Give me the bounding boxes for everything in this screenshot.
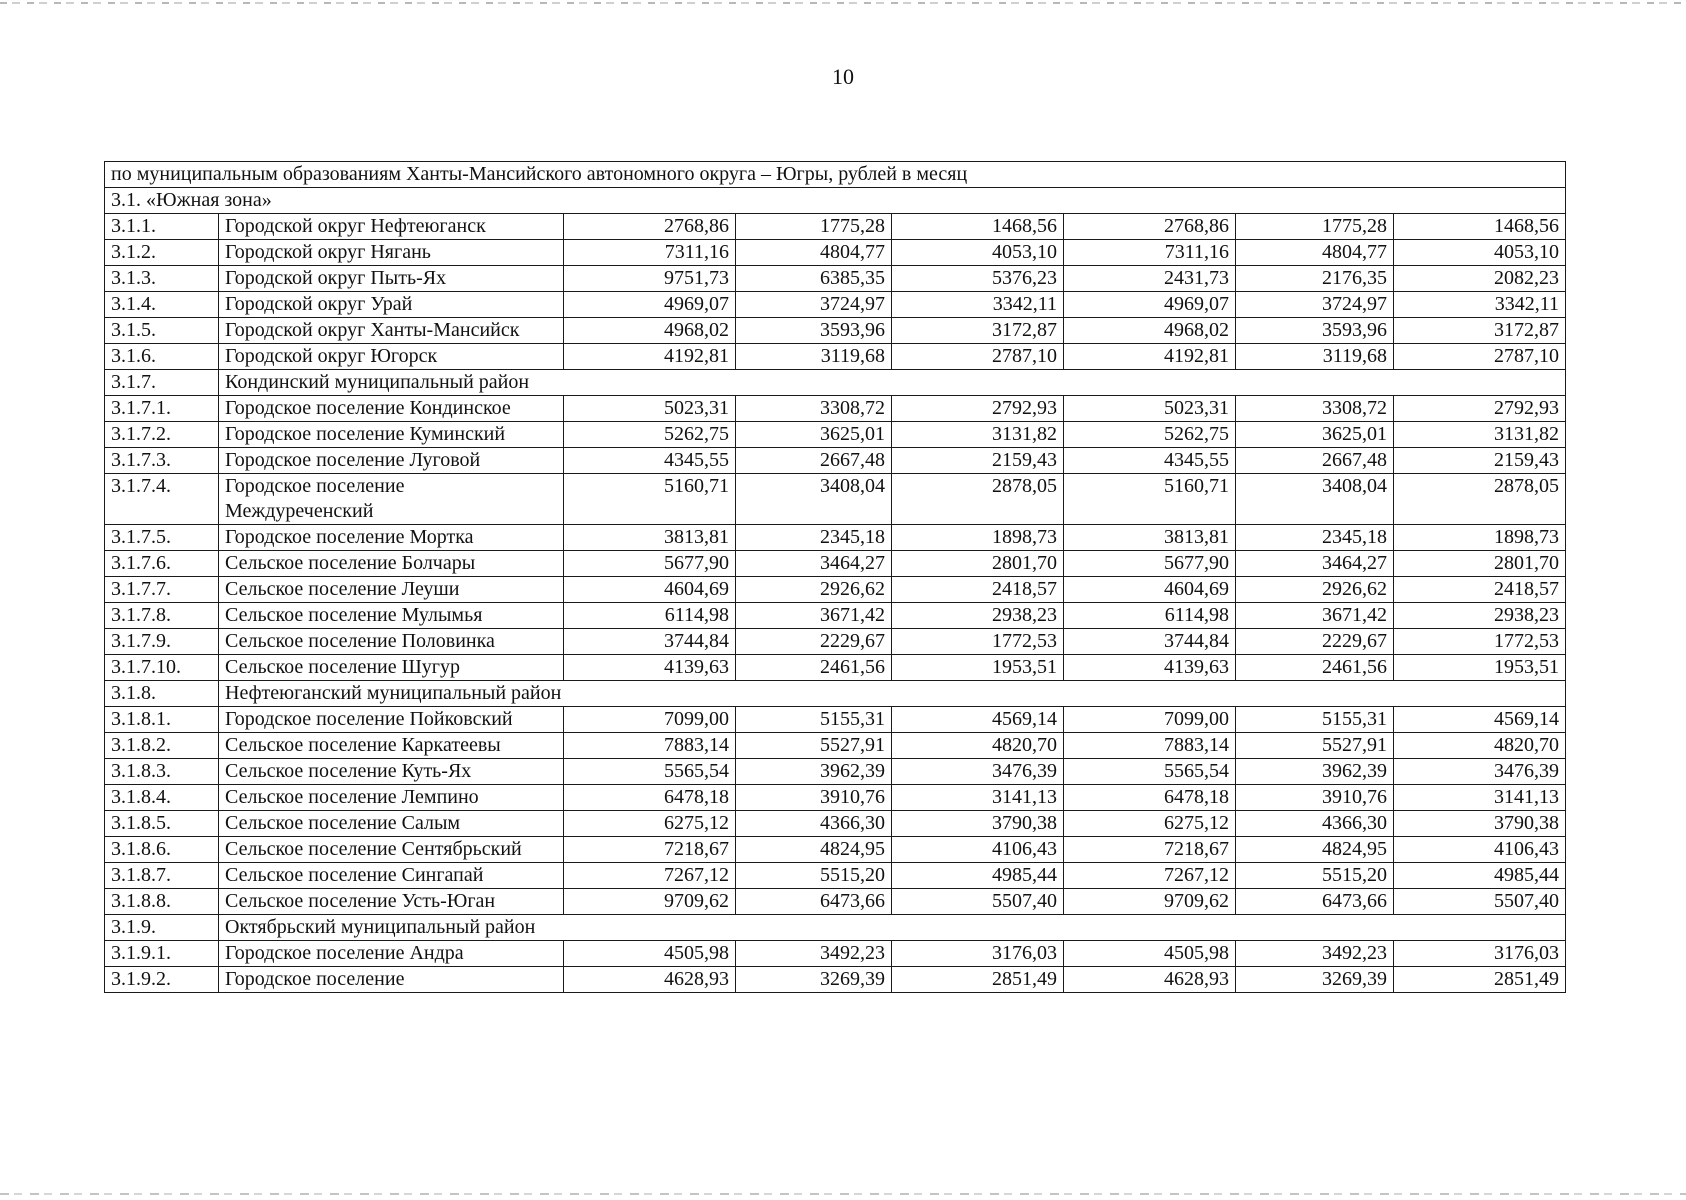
group-name: Кондинский муниципальный район [219,370,1566,396]
table-row [105,863,1566,889]
row-name: Городской округ Нефтеюганск [219,214,564,240]
table-row [105,889,1566,915]
value-cell: 6275,12 [1064,811,1236,837]
value-cell: 1953,51 [892,655,1064,681]
table-row [105,318,1566,344]
group-name: Октябрьский муниципальный район [219,915,1566,941]
table-row [105,396,1566,422]
value-cell: 6385,35 [736,266,892,292]
value-cell: 5376,23 [892,266,1064,292]
value-cell: 7883,14 [564,733,736,759]
value-cell: 1898,73 [892,525,1064,551]
value-cell: 3492,23 [1236,941,1394,967]
table-row [105,474,1566,525]
value-cell: 2938,23 [1394,603,1566,629]
row-code: 3.1.7.5. [105,525,219,551]
value-cell: 4968,02 [1064,318,1236,344]
value-cell: 3910,76 [736,785,892,811]
row-name: Сельское поселение Сингапай [219,863,564,889]
value-cell: 5160,71 [1064,474,1236,525]
value-cell: 3464,27 [1236,551,1394,577]
table-row [105,629,1566,655]
value-cell: 5507,40 [892,889,1064,915]
value-cell: 3910,76 [1236,785,1394,811]
value-cell: 3308,72 [736,396,892,422]
table-row [105,344,1566,370]
group-name: Нефтеюганский муниципальный район [219,681,1566,707]
row-code: 3.1.8.1. [105,707,219,733]
value-cell: 4345,55 [1064,448,1236,474]
group-row [105,370,1566,396]
table-caption: по муниципальным образованиям Ханты-Мансийского автономного округа – Югры, рублей в месяц [105,162,1566,188]
value-cell: 6114,98 [1064,603,1236,629]
value-cell: 4824,95 [736,837,892,863]
row-name: Сельское поселение Салым [219,811,564,837]
value-cell: 2667,48 [736,448,892,474]
value-cell: 9709,62 [1064,889,1236,915]
row-name: Городской округ Пыть-Ях [219,266,564,292]
value-cell: 3724,97 [736,292,892,318]
value-cell: 3476,39 [1394,759,1566,785]
row-code: 3.1.2. [105,240,219,266]
value-cell: 6473,66 [1236,889,1394,915]
value-cell: 4505,98 [1064,941,1236,967]
zone-row [105,188,1566,214]
value-cell: 9709,62 [564,889,736,915]
value-cell: 7311,16 [564,240,736,266]
row-code: 3.1.6. [105,344,219,370]
row-code: 3.1.8.6. [105,837,219,863]
row-name: Сельское поселение Половинка [219,629,564,655]
value-cell: 6478,18 [564,785,736,811]
value-cell: 5515,20 [736,863,892,889]
value-cell: 2345,18 [736,525,892,551]
value-cell: 4139,63 [564,655,736,681]
row-code: 3.1.7. [105,370,219,396]
value-cell: 2801,70 [1394,551,1566,577]
value-cell: 3408,04 [1236,474,1394,525]
table-row [105,292,1566,318]
table-row [105,655,1566,681]
value-cell: 2461,56 [1236,655,1394,681]
value-cell: 4569,14 [1394,707,1566,733]
row-name: Городское поселение Куминский [219,422,564,448]
table-row [105,240,1566,266]
value-cell: 2878,05 [892,474,1064,525]
value-cell: 4192,81 [1064,344,1236,370]
value-cell: 3744,84 [1064,629,1236,655]
value-cell: 3744,84 [564,629,736,655]
value-cell: 4604,69 [1064,577,1236,603]
table-row [105,707,1566,733]
row-code: 3.1.7.4. [105,474,219,525]
value-cell: 4820,70 [1394,733,1566,759]
value-cell: 3176,03 [1394,941,1566,967]
value-cell: 4106,43 [892,837,1064,863]
value-cell: 2851,49 [1394,967,1566,993]
value-cell: 7311,16 [1064,240,1236,266]
table-row [105,733,1566,759]
value-cell: 2176,35 [1236,266,1394,292]
value-cell: 2792,93 [892,396,1064,422]
table-row [105,941,1566,967]
value-cell: 5160,71 [564,474,736,525]
row-code: 3.1.8.3. [105,759,219,785]
table-row [105,967,1566,993]
row-name: Сельское поселение Каркатеевы [219,733,564,759]
value-cell: 7218,67 [564,837,736,863]
value-cell: 3131,82 [892,422,1064,448]
value-cell: 4053,10 [1394,240,1566,266]
value-cell: 3962,39 [736,759,892,785]
row-code: 3.1.8. [105,681,219,707]
table-row [105,759,1566,785]
table-row [105,525,1566,551]
row-code: 3.1.7.6. [105,551,219,577]
value-cell: 4628,93 [1064,967,1236,993]
row-code: 3.1.7.10. [105,655,219,681]
value-cell: 1468,56 [892,214,1064,240]
value-cell: 2082,23 [1394,266,1566,292]
value-cell: 4985,44 [892,863,1064,889]
value-cell: 2938,23 [892,603,1064,629]
value-cell: 4345,55 [564,448,736,474]
value-cell: 3625,01 [1236,422,1394,448]
value-cell: 2345,18 [1236,525,1394,551]
value-cell: 3492,23 [736,941,892,967]
row-name: Сельское поселение Болчары [219,551,564,577]
row-code: 3.1.7.9. [105,629,219,655]
row-code: 3.1.8.8. [105,889,219,915]
row-name: Сельское поселение Мулымья [219,603,564,629]
value-cell: 4569,14 [892,707,1064,733]
row-name: Городское поселение Междуреченский [219,474,564,525]
value-cell: 2878,05 [1394,474,1566,525]
row-code: 3.1.7.3. [105,448,219,474]
value-cell: 7267,12 [1064,863,1236,889]
value-cell: 5507,40 [1394,889,1566,915]
row-name: Городской округ Югорск [219,344,564,370]
value-cell: 1772,53 [1394,629,1566,655]
row-name: Сельское поселение Сентябрьский [219,837,564,863]
value-cell: 2461,56 [736,655,892,681]
value-cell: 2431,73 [1064,266,1236,292]
page-number: 10 [832,64,854,89]
value-cell: 7099,00 [564,707,736,733]
value-cell: 1775,28 [1236,214,1394,240]
table-row [105,837,1566,863]
value-cell: 4628,93 [564,967,736,993]
row-code: 3.1.8.4. [105,785,219,811]
value-cell: 2851,49 [892,967,1064,993]
value-cell: 5565,54 [564,759,736,785]
value-cell: 3119,68 [736,344,892,370]
row-name: Городской округ Нягань [219,240,564,266]
value-cell: 5677,90 [564,551,736,577]
value-cell: 2926,62 [736,577,892,603]
table-body [105,162,1566,993]
value-cell: 2768,86 [564,214,736,240]
value-cell: 3342,11 [1394,292,1566,318]
value-cell: 9751,73 [564,266,736,292]
value-cell: 3119,68 [1236,344,1394,370]
row-name: Городское поселение Андра [219,941,564,967]
value-cell: 3308,72 [1236,396,1394,422]
value-cell: 3790,38 [1394,811,1566,837]
row-code: 3.1.1. [105,214,219,240]
value-cell: 7883,14 [1064,733,1236,759]
value-cell: 4106,43 [1394,837,1566,863]
value-cell: 3962,39 [1236,759,1394,785]
value-cell: 2801,70 [892,551,1064,577]
value-cell: 3269,39 [1236,967,1394,993]
table-row [105,266,1566,292]
value-cell: 4824,95 [1236,837,1394,863]
value-cell: 4604,69 [564,577,736,603]
row-name: Сельское поселение Леуши [219,577,564,603]
value-cell: 3790,38 [892,811,1064,837]
value-cell: 3724,97 [1236,292,1394,318]
value-cell: 1468,56 [1394,214,1566,240]
value-cell: 3141,13 [892,785,1064,811]
table-row [105,603,1566,629]
value-cell: 4969,07 [1064,292,1236,318]
row-name: Сельское поселение Куть-Ях [219,759,564,785]
value-cell: 3593,96 [1236,318,1394,344]
value-cell: 4985,44 [1394,863,1566,889]
row-code: 3.1.7.2. [105,422,219,448]
row-code: 3.1.7.1. [105,396,219,422]
group-row [105,681,1566,707]
value-cell: 5262,75 [1064,422,1236,448]
value-cell: 3269,39 [736,967,892,993]
value-cell: 5155,31 [1236,707,1394,733]
value-cell: 1898,73 [1394,525,1566,551]
scan-edge-bottom [0,1193,1686,1195]
row-code: 3.1.9. [105,915,219,941]
value-cell: 2787,10 [1394,344,1566,370]
value-cell: 4139,63 [1064,655,1236,681]
value-cell: 4968,02 [564,318,736,344]
value-cell: 7099,00 [1064,707,1236,733]
scan-edge-top [0,2,1686,4]
value-cell: 3141,13 [1394,785,1566,811]
value-cell: 6473,66 [736,889,892,915]
row-code: 3.1.8.7. [105,863,219,889]
value-cell: 2418,57 [892,577,1064,603]
table-row [105,422,1566,448]
row-name: Городское поселение [219,967,564,993]
value-cell: 4366,30 [1236,811,1394,837]
value-cell: 3131,82 [1394,422,1566,448]
row-name: Городской округ Урай [219,292,564,318]
row-code: 3.1.4. [105,292,219,318]
value-cell: 5023,31 [564,396,736,422]
value-cell: 3476,39 [892,759,1064,785]
table-row [105,577,1566,603]
value-cell: 4804,77 [1236,240,1394,266]
value-cell: 1953,51 [1394,655,1566,681]
value-cell: 2926,62 [1236,577,1394,603]
row-code: 3.1.9.1. [105,941,219,967]
group-row [105,915,1566,941]
row-name: Городское поселение Мортка [219,525,564,551]
row-name: Городское поселение Пойковский [219,707,564,733]
value-cell: 3342,11 [892,292,1064,318]
row-code: 3.1.7.8. [105,603,219,629]
row-code: 3.1.9.2. [105,967,219,993]
row-code: 3.1.5. [105,318,219,344]
value-cell: 3593,96 [736,318,892,344]
value-cell: 3671,42 [1236,603,1394,629]
value-cell: 2229,67 [736,629,892,655]
table-row [105,551,1566,577]
row-name: Сельское поселение Шугур [219,655,564,681]
value-cell: 5565,54 [1064,759,1236,785]
value-cell: 3671,42 [736,603,892,629]
value-cell: 3813,81 [1064,525,1236,551]
value-cell: 3172,87 [1394,318,1566,344]
value-cell: 5262,75 [564,422,736,448]
zone-title: 3.1. «Южная зона» [105,188,1566,214]
value-cell: 2159,43 [892,448,1064,474]
value-cell: 5527,91 [736,733,892,759]
row-name: Сельское поселение Лемпино [219,785,564,811]
table-row [105,785,1566,811]
value-cell: 3464,27 [736,551,892,577]
value-cell: 4366,30 [736,811,892,837]
value-cell: 5155,31 [736,707,892,733]
value-cell: 4505,98 [564,941,736,967]
value-cell: 5527,91 [1236,733,1394,759]
value-cell: 2229,67 [1236,629,1394,655]
value-cell: 1772,53 [892,629,1064,655]
row-name: Городское поселение Кондинское [219,396,564,422]
table-row [105,811,1566,837]
row-code: 3.1.8.2. [105,733,219,759]
value-cell: 3813,81 [564,525,736,551]
row-code: 3.1.3. [105,266,219,292]
value-cell: 2768,86 [1064,214,1236,240]
value-cell: 7267,12 [564,863,736,889]
value-cell: 2787,10 [892,344,1064,370]
value-cell: 4192,81 [564,344,736,370]
value-cell: 3408,04 [736,474,892,525]
value-cell: 5515,20 [1236,863,1394,889]
row-name: Городское поселение Луговой [219,448,564,474]
value-cell: 6478,18 [1064,785,1236,811]
row-name: Городской округ Ханты-Мансийск [219,318,564,344]
value-cell: 3172,87 [892,318,1064,344]
value-cell: 5023,31 [1064,396,1236,422]
value-cell: 5677,90 [1064,551,1236,577]
table-row [105,214,1566,240]
value-cell: 4820,70 [892,733,1064,759]
value-cell: 4053,10 [892,240,1064,266]
row-code: 3.1.8.5. [105,811,219,837]
value-cell: 2667,48 [1236,448,1394,474]
table-row [105,448,1566,474]
row-name: Сельское поселение Усть-Юган [219,889,564,915]
row-code: 3.1.7.7. [105,577,219,603]
value-cell: 1775,28 [736,214,892,240]
value-cell: 3176,03 [892,941,1064,967]
value-cell: 2792,93 [1394,396,1566,422]
value-cell: 2159,43 [1394,448,1566,474]
value-cell: 3625,01 [736,422,892,448]
caption-row [105,162,1566,188]
value-cell: 7218,67 [1064,837,1236,863]
value-cell: 4804,77 [736,240,892,266]
value-cell: 6114,98 [564,603,736,629]
value-cell: 2418,57 [1394,577,1566,603]
tariff-table [104,161,1566,993]
value-cell: 6275,12 [564,811,736,837]
value-cell: 4969,07 [564,292,736,318]
